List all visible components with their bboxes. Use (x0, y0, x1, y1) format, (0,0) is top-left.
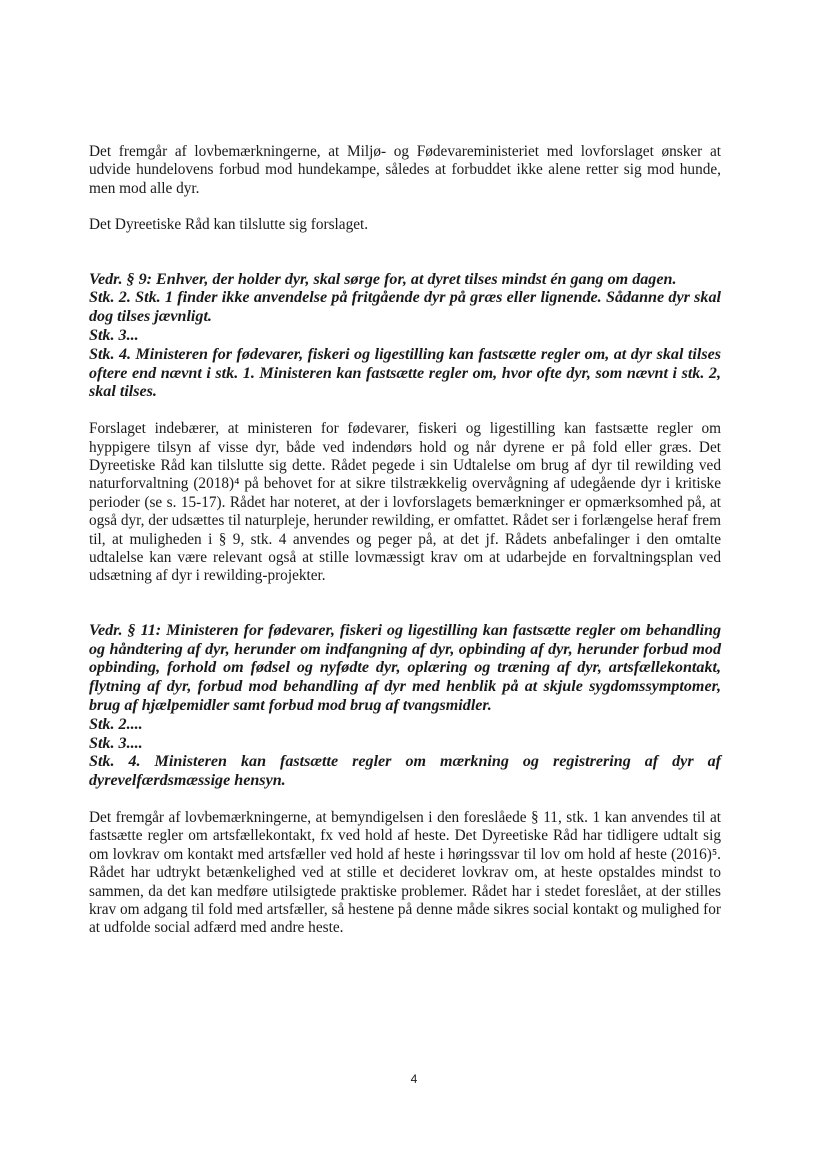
section-11-stk3: Stk. 3.... (89, 734, 143, 752)
council-support-statement: Det Dyreetiske Råd kan tilslutte sig forslaget. (89, 216, 369, 234)
section-9-heading: Vedr. § 9: Enhver, der holder dyr, skal sørge for, at dyret tilses mindst én gang om dagen. (89, 270, 677, 288)
section-11-stk4: Stk. 4. Ministeren kan fastsætte regler om mærkning og registrering af dyr af dyrevelfærdsmæssige hensyn. (89, 753, 721, 790)
section-11-commentary: Det fremgår af lovbemærkningerne, at bemyndigelsen i den foreslåede § 11, stk. 1 kan anvendes til at fastsætte regler om artsfællekontakt, fx ved hold af heste. Det Dyreetiske Råd har tidligere udtalt sig om lovkrav om kontakt med artsfæller ved hold af heste i høringssvar til lov om hold af heste (2016)⁵. Rådet har udtrykt betænkelighed ved at stille et decideret lovkrav om, at heste opstaldes mindst to sammen, da det kan medføre utilsigtede praktiske problemer. Rådet har i stedet foreslået, at der stilles krav om adgang til fold med artsfæller, så hestene på denne måde sikres social kontakt og mulighed for at udfolde social adfærd med andre heste. (89, 809, 721, 937)
document-page (89, 143, 721, 938)
page-number: 4 (410, 1072, 418, 1086)
section-9-stk3: Stk. 3... (89, 327, 139, 345)
section-11-heading: Vedr. § 11: Ministeren for fødevarer, fiskeri og ligestilling kan fastsætte regler om behandling og håndtering af dyr, herunder om indfangning af dyr, opbinding af dyr, herunder forbud mod opbinding, forhold om fødsel og nyfødte dyr, oplæring og træning af dyr, artsfællekontakt, flytning af dyr, forbud mod behandling af dyr med henblik på at skjule sygdomssymptomer, brug af hjælpemidler samt forbud mod brug af tvangsmidler. (89, 621, 721, 715)
intro-paragraph: Det fremgår af lovbemærkningerne, at Miljø- og Fødevareministeriet med lovforslaget ønsker at udvide hundelovens forbud mod hundekampe, således at forbuddet ikke alene retter sig mod hunde, men mod alle dyr. (89, 143, 721, 197)
section-9-quote (89, 271, 721, 403)
section-9-stk2: Stk. 2. Stk. 1 finder ikke anvendelse på fritgående dyr på græs eller lignende. Sådanne dyr skal dog tilses jævnligt. (89, 289, 721, 326)
section-9-commentary: Forslaget indebærer, at ministeren for fødevarer, fiskeri og ligestilling kan fastsætte regler om hyppigere tilsyn af visse dyr, både ved indendørs hold og når dyrene er på fold eller græs. Det Dyreetiske Råd kan tilslutte sig dette. Rådet pegede i sin Udtalelse om brug af dyr til rewilding ved naturforvaltning (2018)⁴ på behovet for at sikre tilstrækkelig overvågning af udegående dyr i kritiske perioder (se s. 15-17). Rådet har noteret, at der i lovforslagets bemærkninger er opmærksomhed på, at også dyr, der udsættes til naturpleje, herunder rewilding, er omfattet. Rådet ser i forlængelse heraf frem til, at muligheden i § 9, stk. 4 anvendes og peger på, at det jf. Rådets anbefalinger i den omtalte udtalelse kan være relevant også at stille lovmæssigt krav om at udarbejde en forvaltningsplan ved udsætning af dyr i rewilding-projekter. (89, 420, 721, 585)
section-11-stk2: Stk. 2.... (89, 715, 143, 733)
section-9-stk4: Stk. 4. Ministeren for fødevarer, fiskeri og ligestilling kan fastsætte regler om, at dyr skal tilses oftere end nævnt i stk. 1. Ministeren kan fastsætte regler om, hvor ofte dyr, som nævnt i stk. 2, skal tilses. (89, 345, 721, 401)
section-11-quote (89, 622, 721, 791)
